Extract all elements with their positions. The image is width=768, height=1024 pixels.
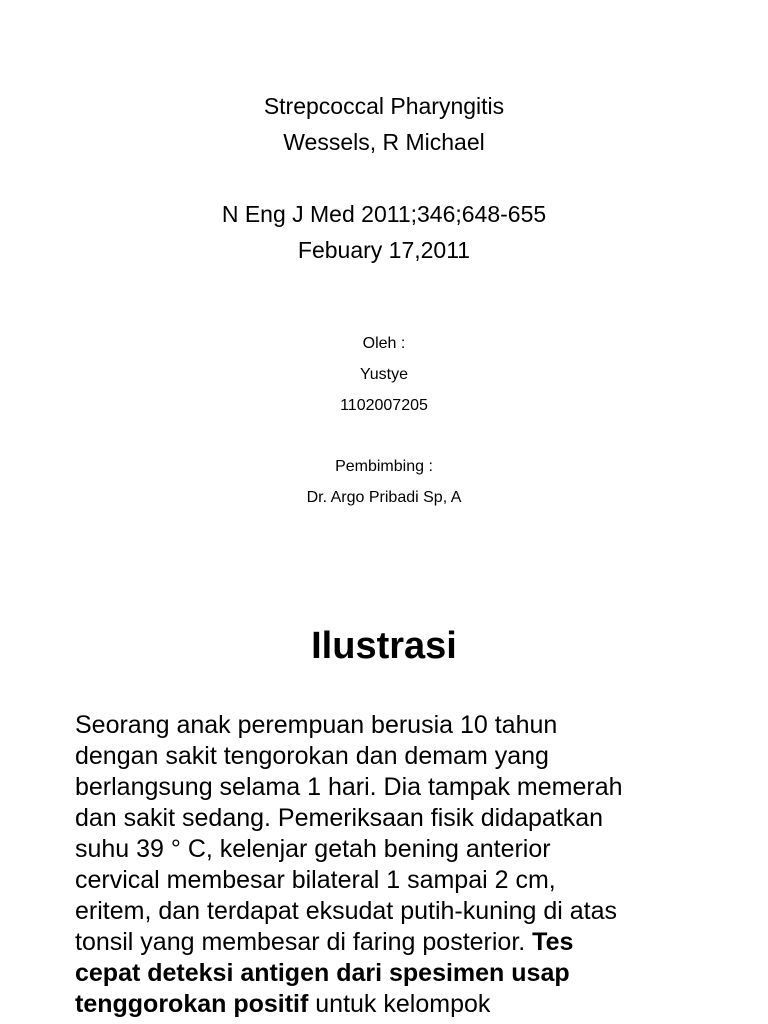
supervisor-group (0, 451, 768, 513)
illustration-slide (0, 576, 768, 1024)
paragraph-line: Seorang anak perempuan berusia 10 tahun (75, 711, 558, 739)
paragraph-line (75, 989, 735, 1020)
article-title: Strepcoccal Pharyngitis (263, 93, 505, 119)
paragraph-line (75, 958, 735, 989)
paragraph-line: suhu 39 ° C, kelenjar getah bening anterior (75, 835, 551, 863)
presenter-label: Oleh : (362, 335, 406, 352)
citation-group (0, 196, 768, 268)
slide-heading: Ilustrasi (311, 625, 457, 667)
presenter-name: Yustye (359, 366, 409, 383)
emphasis-text: cepat deteksi antigen dari spesimen usap (75, 959, 570, 987)
paragraph-line: berlangsung selama 1 hari. Dia tampak memerah (75, 773, 623, 801)
emphasis-text: Tes (532, 928, 574, 956)
line-text: untuk kelompok (308, 990, 491, 1018)
presenter-id: 1102007205 (340, 397, 428, 414)
paragraph-line: cervical membesar bilateral 1 sampai 2 cm, (75, 866, 556, 894)
line-text: tonsil yang membesar di faring posterior. (75, 928, 533, 956)
paragraph-line: eritem, dan terdapat eksudat putih-kuning di atas (75, 897, 618, 925)
publication-date: Febuary 17,2011 (297, 237, 471, 263)
journal-citation: N Eng J Med 2011;346;648-655 (221, 201, 547, 227)
case-paragraph (75, 710, 735, 1020)
paragraph-line: dengan sakit tengorokan dan demam yang (75, 742, 549, 770)
article-author: Wessels, R Michael (283, 129, 485, 155)
title-group (0, 88, 768, 160)
emphasis-text: tenggorokan positif (75, 990, 309, 1018)
supervisor-name: Dr. Argo Pribadi Sp, A (306, 489, 462, 506)
supervisor-label: Pembimbing : (335, 458, 433, 475)
paragraph-line: dan sakit sedang. Pemeriksaan fisik didapatkan (75, 804, 604, 832)
presenter-group (0, 328, 768, 421)
paragraph-line (75, 927, 735, 958)
